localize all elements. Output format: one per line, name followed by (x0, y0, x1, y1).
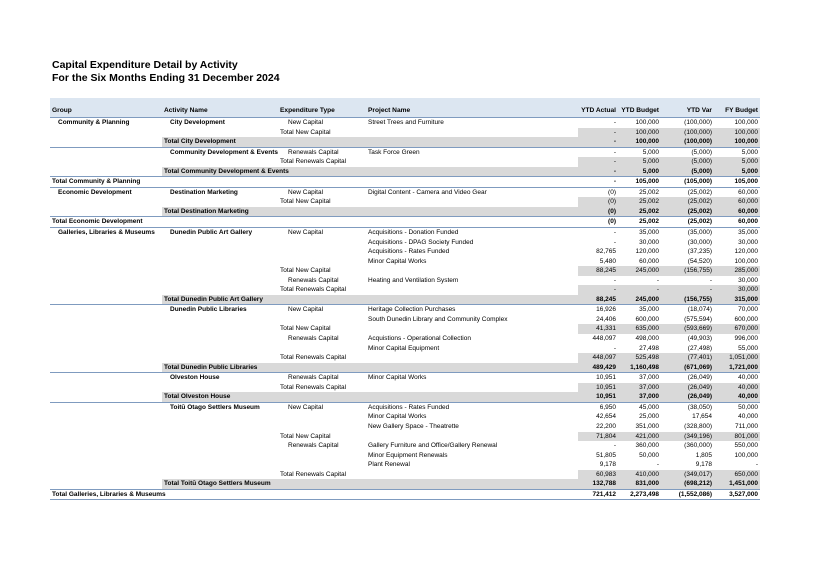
fy-budget-cell: 70,000 (738, 306, 758, 314)
ytd-var-cell: (26,049) (687, 374, 712, 382)
project-name-cell: Gallery Furniture and Office/Gallery Renewal (368, 442, 498, 450)
ytd-var-cell: (698,212) (684, 480, 712, 488)
fy-budget-cell: 40,000 (738, 413, 758, 421)
table-row (50, 353, 760, 363)
ytd-actual-cell: 132,788 (592, 480, 616, 488)
table-row (50, 412, 760, 422)
table-row (50, 128, 760, 138)
ytd-var-cell: (100,000) (684, 138, 712, 146)
ytd-budget-cell: 25,000 (639, 413, 659, 421)
ytd-actual-cell: - (613, 238, 616, 246)
project-name-cell: Digital Content - Camera and Video Gear (368, 188, 487, 196)
ytd-budget-cell: 45,000 (639, 403, 659, 411)
project-name-cell: Acquisitions - Rates Funded (368, 248, 450, 256)
fy-budget-cell: 550,000 (734, 442, 758, 450)
ytd-actual-cell: 721,412 (592, 490, 616, 498)
fy-budget-cell: 120,000 (734, 248, 758, 256)
ytd-budget-cell: 245,000 (635, 295, 659, 303)
ytd-var-cell: 9,178 (695, 461, 712, 469)
project-name-cell: Acquisitions - Donation Funded (368, 229, 459, 237)
ytd-budget-cell: 421,000 (635, 432, 659, 440)
table-row (50, 403, 760, 413)
ytd-actual-cell: (0) (608, 218, 616, 226)
ytd-budget-cell: 100,000 (635, 128, 659, 136)
ytd-var-cell: (100,000) (684, 119, 712, 126)
table-row (50, 460, 760, 470)
fy-budget-cell: 100,000 (734, 257, 758, 265)
expenditure-type-cell: New Capital (288, 188, 324, 196)
col-expenditure-header: Expenditure Type (280, 107, 335, 114)
ytd-actual-cell: - (613, 286, 616, 294)
ytd-actual-cell: 448,097 (592, 354, 616, 362)
expenditure-type-cell: Renewals Capital (288, 335, 339, 343)
ytd-budget-cell: 35,000 (639, 306, 659, 314)
fy-budget-cell: 30,000 (738, 238, 758, 246)
group-cell: Economic Development (58, 188, 132, 196)
ytd-budget-cell: 525,498 (635, 354, 659, 362)
ytd-actual-cell: - (613, 167, 616, 175)
fy-budget-cell: 30,000 (738, 286, 758, 294)
ytd-var-cell: (25,002) (687, 188, 712, 196)
expenditure-type-cell: Total New Capital (280, 128, 331, 136)
fy-budget-cell: 105,000 (734, 178, 758, 186)
ytd-budget-cell: 35,000 (639, 229, 659, 237)
project-name-cell: Minor Capital Works (368, 257, 427, 265)
ytd-actual-cell: 10,951 (596, 393, 616, 401)
report-subtitle: For the Six Months Ending 31 December 2024 (52, 72, 280, 84)
ytd-budget-cell: 50,000 (639, 451, 659, 459)
ytd-actual-cell: 448,097 (592, 335, 616, 343)
ytd-budget-cell: 37,000 (639, 374, 659, 382)
project-name-cell: Minor Equipment Renewals (368, 451, 448, 459)
ytd-actual-cell: 60,983 (596, 470, 616, 478)
ytd-budget-cell: 27,498 (639, 344, 659, 352)
ytd-budget-cell: 600,000 (635, 315, 659, 323)
table-row (50, 392, 760, 403)
ytd-var-cell: (25,002) (687, 218, 712, 226)
ytd-var-cell: (25,002) (687, 207, 712, 215)
ytd-var-cell: (77,401) (687, 354, 712, 362)
fy-budget-cell: 40,000 (738, 383, 758, 391)
ytd-budget-cell: 635,000 (635, 325, 659, 333)
activity-cell: Toitū Otago Settlers Museum (170, 403, 260, 411)
table-row (50, 285, 760, 295)
activity-cell: Total Destination Marketing (164, 207, 249, 215)
ytd-var-cell: - (709, 276, 712, 284)
ytd-budget-cell: 120,000 (635, 248, 659, 256)
table-row (50, 490, 760, 501)
ytd-var-cell: (5,000) (691, 148, 712, 156)
project-name-cell: Heritage Collection Purchases (368, 306, 456, 314)
fy-budget-cell: 3,527,000 (729, 490, 758, 498)
project-name-cell: Minor Capital Works (368, 413, 427, 421)
activity-cell: Olveston House (170, 374, 220, 382)
table-row (50, 137, 760, 148)
activity-cell: City Development (170, 119, 225, 126)
fy-budget-cell: - (755, 461, 758, 469)
activity-total-shade (162, 137, 760, 147)
table-row (50, 344, 760, 354)
expenditure-type-cell: Total Renewals Capital (280, 383, 347, 391)
fy-budget-cell: 60,000 (738, 218, 758, 226)
activity-cell: Dunedin Public Art Gallery (170, 229, 253, 237)
table-row (50, 257, 760, 267)
col-fy-budget-header: FY Budget (725, 107, 758, 114)
table-row (50, 276, 760, 286)
group-cell: Total Community & Planning (52, 178, 141, 186)
ytd-actual-cell: 88,245 (596, 295, 616, 303)
col-ytd-var-header: YTD Var (686, 107, 712, 114)
ytd-actual-cell: 9,178 (599, 461, 616, 469)
subtotal-shade (578, 285, 760, 295)
table-row (50, 177, 760, 188)
ytd-actual-cell: (0) (608, 207, 616, 215)
expenditure-type-cell: Renewals Capital (288, 276, 339, 284)
ytd-var-cell: (349,196) (684, 432, 712, 440)
ytd-budget-cell: 100,000 (635, 119, 659, 126)
ytd-var-cell: (26,049) (687, 393, 712, 401)
table-row (50, 334, 760, 344)
activity-cell: Community Development & Events (170, 148, 278, 156)
ytd-actual-cell: 10,951 (596, 383, 616, 391)
ytd-actual-cell: - (613, 229, 616, 237)
project-name-cell: Acquisitions - DPAG Society Funded (368, 238, 474, 246)
table-row (50, 479, 760, 490)
table-row (50, 451, 760, 461)
report-title: Capital Expenditure Detail by Activity (52, 59, 238, 71)
fy-budget-cell: 100,000 (734, 138, 758, 146)
table-row (50, 441, 760, 451)
subtotal-shade (578, 197, 760, 207)
fy-budget-cell: 60,000 (738, 198, 758, 206)
col-ytd-actual-header: YTD Actual (581, 107, 616, 114)
table-row (50, 373, 760, 383)
table-row (50, 295, 760, 306)
fy-budget-cell: 40,000 (738, 374, 758, 382)
activity-cell: Total Community Development & Events (164, 167, 289, 175)
activity-cell: Dunedin Public Libraries (170, 306, 247, 314)
activity-cell: Total Toitū Otago Settlers Museum (164, 480, 271, 488)
table-row (50, 383, 760, 393)
ytd-budget-cell: 60,000 (639, 257, 659, 265)
project-name-cell: Minor Capital Works (368, 374, 427, 382)
table-row (50, 217, 760, 228)
subtotal-shade (578, 157, 760, 167)
ytd-actual-cell: - (613, 344, 616, 352)
fy-budget-cell: 1,451,000 (729, 480, 758, 488)
ytd-budget-cell: - (656, 286, 659, 294)
expenditure-type-cell: New Capital (288, 403, 324, 411)
fy-budget-cell: 711,000 (734, 422, 758, 430)
expenditure-type-cell: Total Renewals Capital (280, 470, 347, 478)
ytd-budget-cell: 25,002 (639, 218, 659, 226)
ytd-var-cell: (35,000) (687, 229, 712, 237)
activity-cell: Total Dunedin Public Art Gallery (164, 295, 263, 303)
table-row (50, 207, 760, 218)
fy-budget-cell: 801,000 (734, 432, 758, 440)
ytd-var-cell: (27,498) (687, 344, 712, 352)
fy-budget-cell: 996,000 (734, 335, 758, 343)
table-row (50, 363, 760, 374)
table-row (50, 228, 760, 238)
ytd-actual-cell: 5,480 (599, 257, 616, 265)
table-row (50, 197, 760, 207)
ytd-budget-cell: 37,000 (639, 383, 659, 391)
ytd-actual-cell: 42,654 (596, 413, 616, 421)
ytd-var-cell: 1,805 (695, 451, 712, 459)
ytd-budget-cell: 1,160,498 (630, 363, 659, 371)
ytd-actual-cell: 71,804 (596, 432, 616, 440)
ytd-budget-cell: 100,000 (635, 138, 659, 146)
ytd-actual-cell: - (613, 178, 616, 186)
ytd-budget-cell: 25,002 (639, 188, 659, 196)
table-row (50, 148, 760, 158)
ytd-actual-cell: 16,926 (596, 306, 616, 314)
activity-total-shade (162, 392, 760, 402)
activity-cell: Total Olveston House (164, 393, 231, 401)
ytd-var-cell: (26,049) (687, 383, 712, 391)
col-group-header: Group (52, 107, 72, 114)
col-ytd-budget-header: YTD Budget (621, 107, 659, 114)
ytd-budget-cell: 831,000 (635, 480, 659, 488)
ytd-budget-cell: 105,000 (635, 178, 659, 186)
ytd-actual-cell: (0) (608, 198, 616, 206)
table-row (50, 247, 760, 257)
ytd-actual-cell: - (613, 148, 616, 156)
fy-budget-cell: 40,000 (738, 393, 758, 401)
ytd-var-cell: (5,000) (691, 158, 712, 166)
ytd-actual-cell: - (613, 119, 616, 126)
ytd-budget-cell: 498,000 (635, 335, 659, 343)
fy-budget-cell: 600,000 (734, 315, 758, 323)
ytd-actual-cell: - (613, 138, 616, 146)
project-name-cell: Street Trees and Furniture (368, 119, 444, 126)
fy-budget-cell: 670,000 (734, 325, 758, 333)
ytd-budget-cell: 5,000 (642, 158, 659, 166)
table-row (50, 167, 760, 178)
group-cell: Total Galleries, Libraries & Museums (52, 490, 166, 498)
project-name-cell: Minor Capital Equipment (368, 344, 440, 352)
fy-budget-cell: 55,000 (738, 344, 758, 352)
project-name-cell: New Gallery Space - Theatrette (368, 422, 459, 430)
project-name-cell: Acquisitions - Rates Funded (368, 403, 450, 411)
project-name-cell: Plant Renewal (368, 461, 410, 469)
table-row (50, 157, 760, 167)
table-row (50, 422, 760, 432)
table-row (50, 188, 760, 198)
ytd-var-cell: (100,000) (684, 128, 712, 136)
ytd-budget-cell: 410,000 (635, 470, 659, 478)
fy-budget-cell: 650,000 (734, 470, 758, 478)
expenditure-type-cell: Renewals Capital (288, 148, 339, 156)
ytd-var-cell: (37,235) (687, 248, 712, 256)
ytd-budget-cell: 5,000 (642, 167, 659, 175)
ytd-actual-cell: - (613, 442, 616, 450)
expenditure-type-cell: Total Renewals Capital (280, 158, 347, 166)
ytd-budget-cell: - (656, 276, 659, 284)
subtotal-shade (578, 128, 760, 138)
ytd-actual-cell: 489,429 (592, 363, 616, 371)
ytd-var-cell: (38,050) (687, 403, 712, 411)
fy-budget-cell: 100,000 (734, 128, 758, 136)
project-name-cell: Heating and Ventilation System (368, 276, 459, 284)
expenditure-type-cell: Total New Capital (280, 432, 331, 440)
expenditure-type-cell: Renewals Capital (288, 442, 339, 450)
ytd-var-cell: (593,669) (684, 325, 712, 333)
ytd-var-cell: (5,000) (691, 167, 712, 175)
ytd-var-cell: - (709, 286, 712, 294)
expenditure-type-cell: New Capital (288, 229, 324, 237)
activity-cell: Total Dunedin Public Libraries (164, 363, 258, 371)
ytd-actual-cell: 22,200 (596, 422, 616, 430)
ytd-actual-cell: - (613, 158, 616, 166)
ytd-var-cell: (54,520) (687, 257, 712, 265)
ytd-actual-cell: 6,950 (599, 403, 616, 411)
ytd-var-cell: (328,800) (684, 422, 712, 430)
ytd-var-cell: (18,074) (687, 306, 712, 314)
project-name-cell: Acquistions - Operational Collection (368, 335, 471, 343)
col-activity-header: Activity Name (164, 107, 208, 114)
col-project-header: Project Name (368, 107, 411, 114)
fy-budget-cell: 30,000 (738, 276, 758, 284)
expenditure-type-cell: New Capital (288, 306, 324, 314)
table-row (50, 238, 760, 248)
fy-budget-cell: 5,000 (741, 148, 758, 156)
expenditure-type-cell: Total Renewals Capital (280, 354, 347, 362)
table-row (50, 315, 760, 325)
ytd-var-cell: (156,755) (684, 267, 712, 275)
expenditure-type-cell: Total New Capital (280, 325, 331, 333)
ytd-budget-cell: 37,000 (639, 393, 659, 401)
ytd-var-cell: (671,069) (684, 363, 712, 371)
ytd-actual-cell: - (613, 128, 616, 136)
project-name-cell: South Dunedin Library and Community Complex (368, 315, 508, 323)
table-header (50, 98, 760, 118)
project-name-cell: Task Force Green (368, 148, 420, 156)
table-row (50, 432, 760, 442)
ytd-var-cell: (360,000) (684, 442, 712, 450)
group-cell: Total Economic Development (52, 218, 143, 226)
ytd-budget-cell: 360,000 (635, 442, 659, 450)
table-row (50, 118, 760, 128)
ytd-var-cell: 17,654 (692, 413, 712, 421)
table-row (50, 324, 760, 334)
fy-budget-cell: 35,000 (738, 229, 758, 237)
ytd-var-cell: (25,002) (687, 198, 712, 206)
ytd-var-cell: (30,000) (687, 238, 712, 246)
expenditure-type-cell: Renewals Capital (288, 374, 339, 382)
group-cell: Galleries, Libraries & Museums (58, 229, 155, 237)
ytd-budget-cell: 2,273,498 (630, 490, 659, 498)
expenditure-type-cell: Total Renewals Capital (280, 286, 347, 294)
fy-budget-cell: 100,000 (734, 451, 758, 459)
fy-budget-cell: 315,000 (734, 295, 758, 303)
fy-budget-cell: 5,000 (741, 167, 758, 175)
table-row (50, 305, 760, 315)
group-cell: Community & Planning (58, 119, 130, 126)
activity-total-shade (162, 207, 760, 217)
ytd-actual-cell: 82,765 (596, 248, 616, 256)
ytd-var-cell: (1,552,086) (678, 490, 712, 498)
ytd-budget-cell: 5,000 (642, 148, 659, 156)
expenditure-type-cell: Total New Capital (280, 198, 331, 206)
ytd-var-cell: (349,017) (684, 470, 712, 478)
ytd-budget-cell: 25,002 (639, 207, 659, 215)
ytd-actual-cell: 24,406 (596, 315, 616, 323)
fy-budget-cell: 60,000 (738, 207, 758, 215)
ytd-actual-cell: (0) (608, 188, 616, 196)
fy-budget-cell: 1,051,000 (729, 354, 758, 362)
expenditure-type-cell: Total New Capital (280, 267, 331, 275)
fy-budget-cell: 5,000 (741, 158, 758, 166)
fy-budget-cell: 285,000 (734, 267, 758, 275)
ytd-budget-cell: - (656, 461, 659, 469)
ytd-var-cell: (575,594) (684, 315, 712, 323)
ytd-actual-cell: 51,805 (596, 451, 616, 459)
fy-budget-cell: 50,000 (738, 403, 758, 411)
fy-budget-cell: 1,721,000 (729, 363, 758, 371)
table-row (50, 470, 760, 480)
ytd-actual-cell: 41,331 (596, 325, 616, 333)
ytd-budget-cell: 351,000 (635, 422, 659, 430)
ytd-budget-cell: 25,002 (639, 198, 659, 206)
table-row (50, 266, 760, 276)
activity-cell: Destination Marketing (170, 188, 238, 196)
ytd-budget-cell: 30,000 (639, 238, 659, 246)
ytd-budget-cell: 245,000 (635, 267, 659, 275)
ytd-var-cell: (156,755) (684, 295, 712, 303)
ytd-actual-cell: 10,951 (596, 374, 616, 382)
expenditure-type-cell: New Capital (288, 119, 324, 126)
table-body (50, 118, 760, 500)
ytd-actual-cell: 88,245 (596, 267, 616, 275)
activity-cell: Total City Development (164, 138, 236, 146)
ytd-actual-cell: - (613, 276, 616, 284)
fy-budget-cell: 60,000 (738, 188, 758, 196)
ytd-var-cell: (49,903) (687, 335, 712, 343)
ytd-var-cell: (105,000) (684, 178, 712, 186)
capex-table (50, 98, 760, 500)
fy-budget-cell: 100,000 (734, 119, 758, 126)
